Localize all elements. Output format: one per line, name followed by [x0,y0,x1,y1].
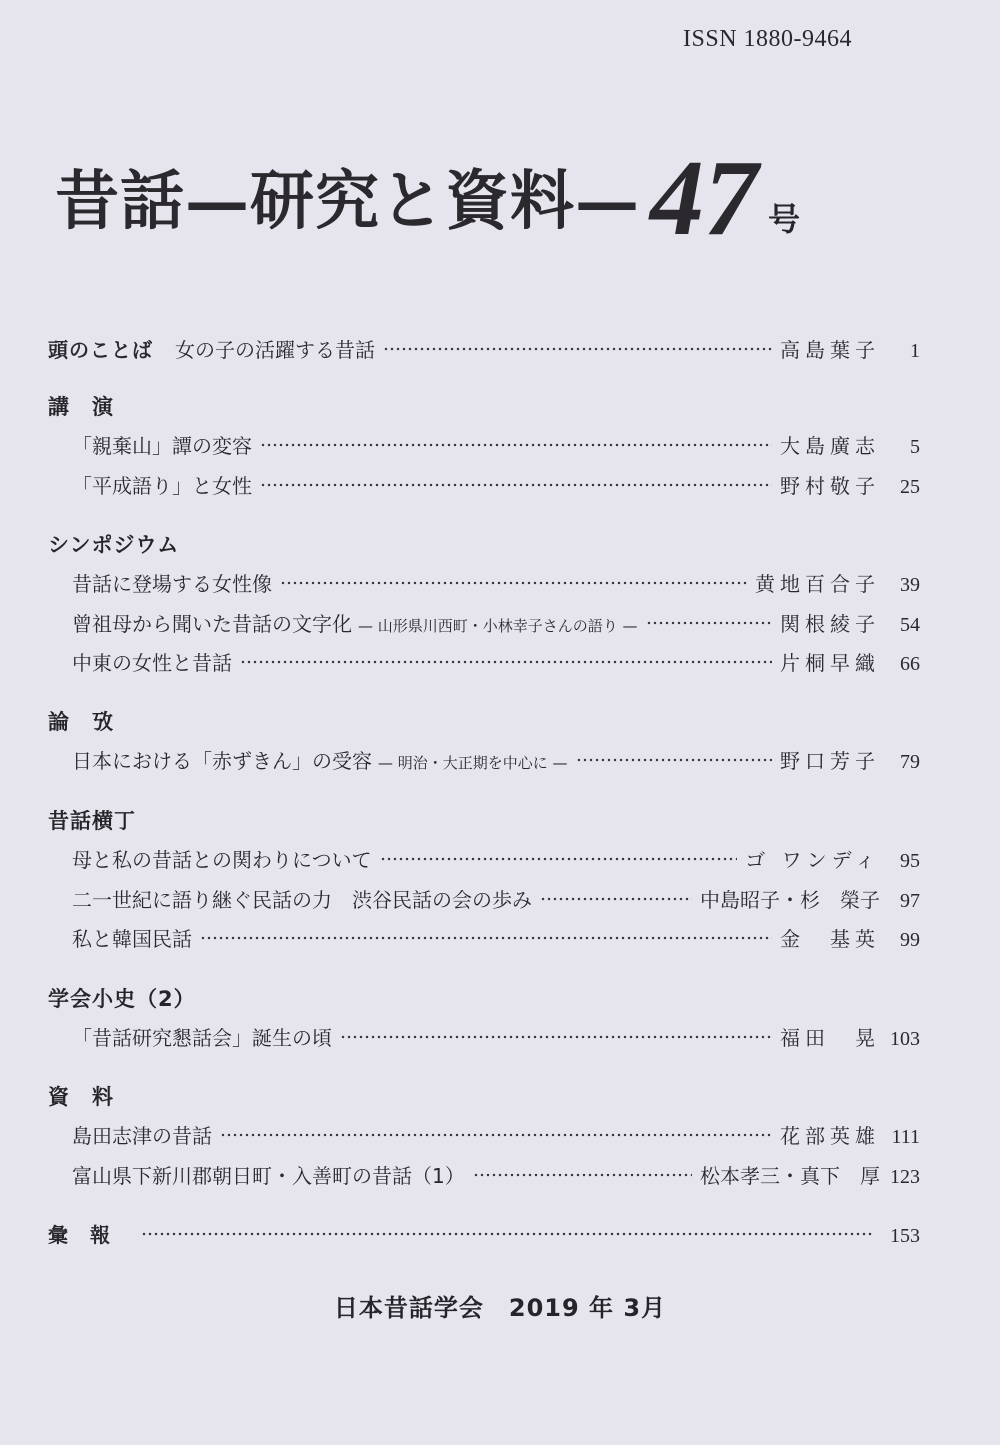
toc-entry-page: 25 [900,476,920,498]
journal-title-text: 昔話—研究と資料— [55,164,640,239]
toc-entry-page: 99 [900,929,920,951]
toc-entry-subtitle: — 明治・大正期を中心に — [378,754,568,772]
toc-entry [72,568,920,597]
toc-entry-bulletin [48,1219,920,1248]
leader-dots [280,581,747,585]
toc-entry-page: 5 [910,436,920,458]
toc-entry-title: 二一世紀に語り継ぐ民話の力 渋谷民話の会の歩み [72,888,532,912]
toc-entry-author: 中島昭子・杉 榮子 [700,888,880,912]
toc-entry-page: 66 [900,653,920,675]
leader-dots [540,897,692,901]
toc-entry-author: 関根綾子 [780,612,880,636]
section-heading-article: 論 攷 [48,710,114,734]
issue-suffix: 号 [768,200,801,238]
toc-entry-author: 福田 晃 [780,1026,880,1050]
toc-entry [72,470,920,499]
toc-entry-author: 高島葉子 [780,338,880,362]
toc-entry-subtitle: — 山形県川西町・小林幸子さんの語り — [358,617,638,635]
leader-dots [340,1035,772,1039]
toc-entry-title: 「昔話研究懇話会」誕生の頃 [72,1026,332,1050]
toc-entry-title [48,1219,133,1248]
leader-dots [576,758,772,762]
publisher-date: 日本昔話学会 2019 年 3月 [333,1294,667,1322]
toc-entry-author: 野口芳子 [780,749,880,773]
toc-entry [72,430,920,459]
toc-entry-author: ゴ ワンディ [745,848,880,872]
toc-entry-page: 95 [900,850,920,872]
toc-entry-title: 母と私の昔話との関わりについて [72,848,372,872]
toc-entry [72,647,920,676]
toc-entry-title: 「親棄山」譚の変容 [72,434,252,458]
toc-entry-author: 黄地百合子 [755,572,880,596]
section-heading-history: 学会小史（2） [48,987,196,1011]
toc-entry-page: 97 [900,890,920,912]
toc-entry-title [48,334,375,363]
toc-entry [72,1160,920,1189]
leader-dots [141,1232,872,1236]
leader-dots [240,660,772,664]
toc-entry-author: 花部英雄 [780,1124,880,1148]
toc-entry [72,745,920,774]
toc-entry-author: 松本孝三・真下 厚 [700,1164,880,1188]
toc-entry-title: 中東の女性と昔話 [72,651,232,675]
toc-entry-page: 79 [900,751,920,773]
toc-entry-title: 曾祖母から聞いた昔話の文字化 [72,612,352,636]
toc-entry-page: 111 [891,1126,920,1148]
toc-entry-page: 123 [890,1166,920,1188]
toc-entry-title: 島田志津の昔話 [72,1124,212,1148]
leader-dots [646,621,772,625]
toc-entry-author: 大島廣志 [780,434,880,458]
leader-dots [383,347,772,351]
issue-number: 47 [650,138,758,258]
toc-entry-title: 私と韓国民話 [72,927,192,951]
toc-entry-page: 103 [890,1028,920,1050]
leader-dots [380,857,738,861]
toc-entry-title: 富山県下新川郡朝日町・入善町の昔話（1） [72,1164,465,1188]
toc-entry [72,1120,920,1149]
toc-entry-author: 片桐早織 [780,651,880,675]
toc-entry-author: 野村敬子 [780,474,880,498]
toc-entry [72,1022,920,1051]
toc-entry-author: 金 基英 [780,927,880,951]
toc-entry-lead [48,334,920,363]
lead-label: 頭のことば [48,338,153,362]
toc-entry [72,844,920,873]
toc-entry-page: 1 [910,340,920,362]
toc-entry-title: 「平成語り」と女性 [72,474,252,498]
toc-entry-page: 54 [900,614,920,636]
issn-number: ISSN 1880-9464 [683,26,853,52]
toc-entry-title: 日本における「赤ずきん」の受容 [72,749,372,773]
lead-title: 女の子の活躍する昔話 [175,338,375,362]
leader-dots [473,1173,692,1177]
leader-dots [260,443,772,447]
toc-entry-page: 39 [900,574,920,596]
section-heading-symposium: シンポジウム [48,533,180,557]
leader-dots [200,936,772,940]
section-heading-materials: 資 料 [48,1085,114,1109]
toc-entry-page: 153 [890,1225,920,1247]
toc-entry-title: 昔話に登場する女性像 [72,572,272,596]
toc-entry [72,923,920,952]
bulletin-heading: 彙 報 [48,1223,111,1247]
section-heading-lecture: 講 演 [48,395,114,419]
toc-entry [72,884,920,913]
section-heading-yokocho: 昔話横丁 [48,809,136,833]
toc-entry [72,608,920,637]
leader-dots [220,1133,772,1137]
leader-dots [260,483,772,487]
